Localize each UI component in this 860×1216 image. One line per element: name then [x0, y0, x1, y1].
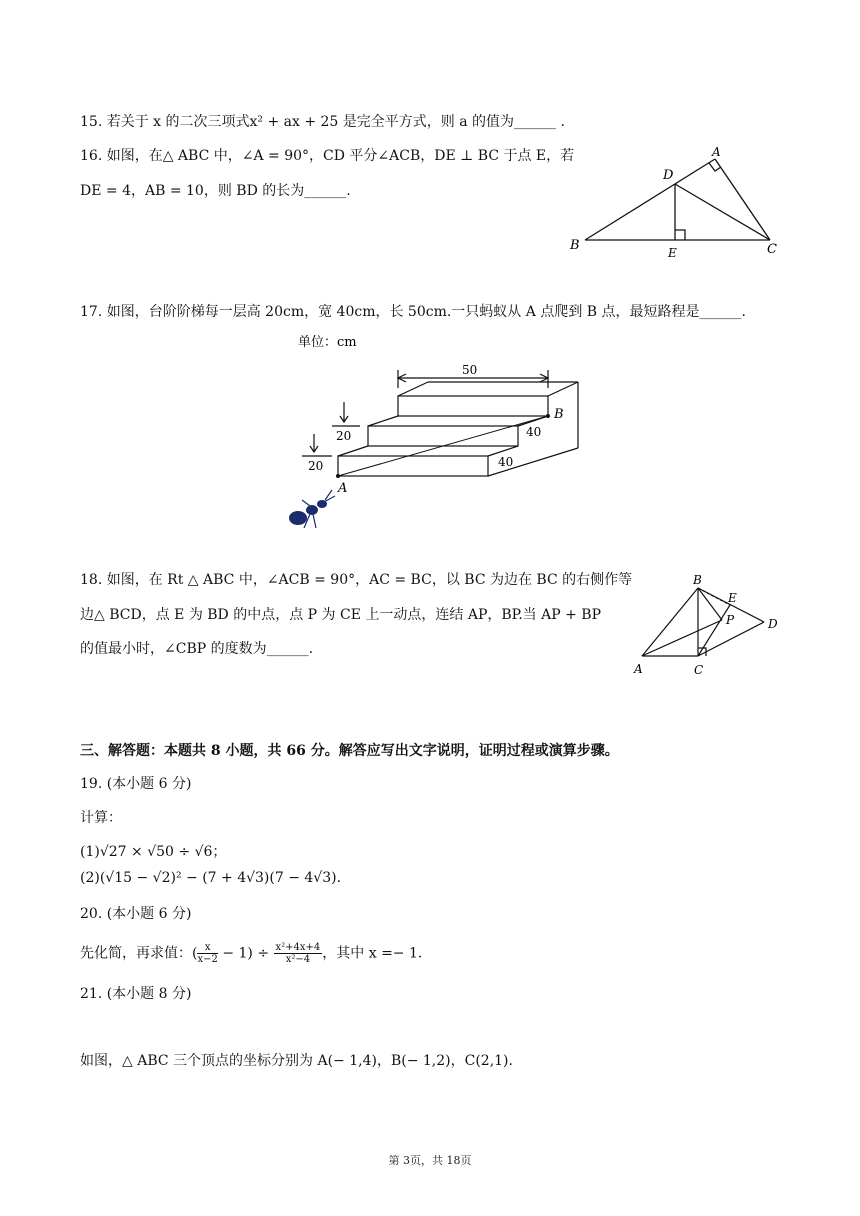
question-19-instruction: 计算： [80, 810, 122, 826]
label-C: C [767, 242, 777, 257]
question-18-line2: 边△ BCD，点 E 为 BD 的中点，点 P 为 CE 上一动点，连结 AP，BP.当 AP + BP [80, 607, 602, 623]
question-21-text: 如图，△ ABC 三个顶点的坐标分别为 A(− 1,4)，B(− 1,2)，C(2,1). [80, 1053, 513, 1069]
figure-18-triangles [628, 572, 788, 680]
question-20-heading: 20. (本小题 6 分) [80, 906, 192, 922]
label-D: D [663, 168, 674, 183]
label-A: A [338, 481, 348, 496]
q20-mid: − 1) ÷ [222, 945, 270, 962]
question-15: 15. 若关于 x 的二次三项式x² + ax + 25 是完全平方式，则 a 的值为______ . [80, 114, 565, 130]
dim-40-bottom: 40 [498, 455, 514, 469]
dim-20-bottom: 20 [308, 459, 324, 473]
dim-40-top: 40 [526, 425, 542, 439]
label-B: B [570, 238, 580, 253]
question-16-line2: DE = 4，AB = 10，则 BD 的长为______. [80, 183, 351, 199]
question-21-heading: 21. (本小题 8 分) [80, 986, 192, 1002]
dim-20-top: 20 [336, 429, 352, 443]
label-E: E [668, 246, 677, 260]
figure-17-stairs [280, 330, 600, 540]
ant-icon [289, 490, 335, 528]
page-footer: 第 3页，共 18页 [388, 1154, 472, 1167]
label-C: C [694, 663, 704, 677]
label-A: A [712, 145, 721, 159]
question-18-line3: 的值最小时，∠CBP 的度数为______. [80, 641, 314, 657]
question-18-line1: 18. 如图，在 Rt △ ABC 中，∠ACB = 90°，AC = BC，以 BC 为边在 BC 的右侧作等 [80, 572, 633, 588]
dim-50: 50 [462, 363, 478, 377]
question-17: 17. 如图，台阶阶梯每一层高 20cm，宽 40cm，长 50cm.一只蚂蚁从 A 点爬到 B 点，最短路程是______. [80, 304, 746, 320]
q20-suffix: ，其中 x =− 1. [322, 945, 423, 962]
q20-fraction-2: $\frac{\text{x²+4x+4}}{\text{x²−4}}$ [275, 942, 321, 965]
question-16-line1: 16. 如图，在△ ABC 中，∠A = 90°，CD 平分∠ACB，DE ⊥ BC 于点 E，若 [80, 148, 575, 164]
question-19-heading: 19. (本小题 6 分) [80, 776, 192, 792]
unit-label: 单位：cm [298, 335, 357, 350]
figure-16-triangle [560, 145, 790, 265]
question-19-part1: (1)√27 × √50 ÷ √6； [80, 844, 227, 860]
label-P: P [726, 613, 735, 627]
label-D: D [768, 617, 778, 631]
label-E: E [728, 591, 737, 605]
label-A: A [634, 662, 643, 676]
section-3-heading: 三、解答题：本题共 8 小题，共 66 分。解答应写出文字说明，证明过程或演算步骤。 [80, 743, 619, 759]
q20-fraction-1: $\frac{x}{x-2}$ [197, 942, 218, 965]
question-19-part2: (2)(√15 − √2)² − (7 + 4√3)(7 − 4√3). [80, 870, 342, 886]
label-B: B [693, 573, 702, 587]
question-20-expression [80, 942, 422, 965]
label-B: B [554, 407, 564, 422]
q20-prefix: 先化简，再求值：( [80, 945, 198, 962]
